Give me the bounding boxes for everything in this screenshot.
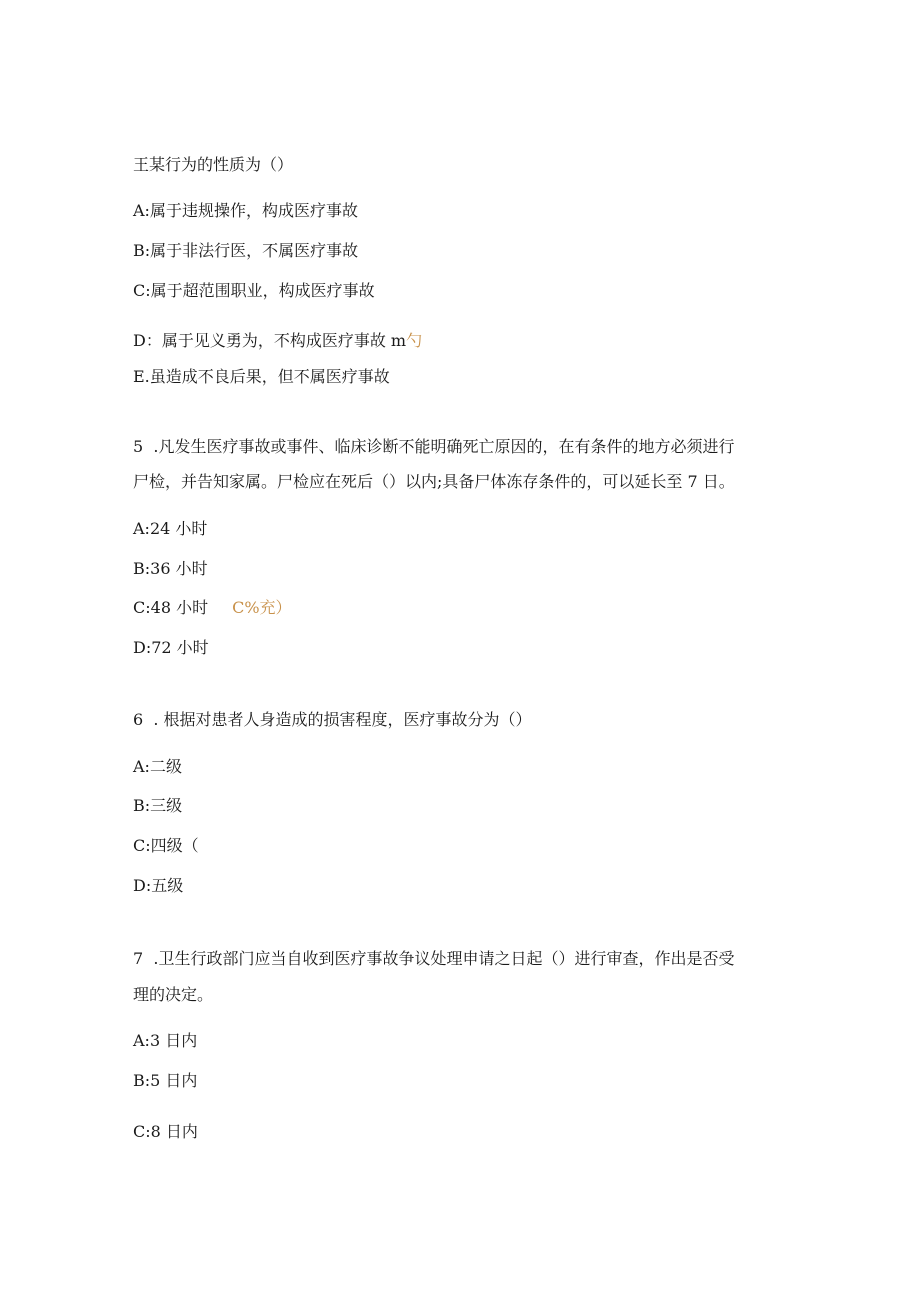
question-4-stem: 王某行为的性质为（） xyxy=(133,155,294,174)
question-4-option-d-row xyxy=(133,331,422,351)
question-6-stem: 6 . 根据对患者人身造成的损害程度，医疗事故分为（） xyxy=(133,710,532,729)
question-6-option-d: D:五级 xyxy=(133,876,184,895)
question-6-option-a: A:二级 xyxy=(133,757,182,776)
question-5-option-d: D:72 小时 xyxy=(133,638,209,657)
question-6-option-c: C:四级（ xyxy=(133,836,199,855)
question-5-option-b: B:36 小时 xyxy=(133,559,208,578)
question-5-option-c: C:48 小时 xyxy=(133,598,209,617)
question-4-option-e: E.虽造成不良后果，但不属医疗事故 xyxy=(133,367,390,386)
question-4-option-c: C:属于超范围职业，构成医疗事故 xyxy=(133,281,375,300)
question-5-stem-line-1: 5 .凡发生医疗事故或事件、临床诊断不能明确死亡原因的，在有条件的地方必须进行 xyxy=(133,437,735,456)
question-7-stem-line-2: 理的决定。 xyxy=(133,985,214,1004)
question-4-option-d: D：属于见义勇为，不构成医疗事故 m xyxy=(133,331,407,350)
question-5-stem-line-2: 尸检，并告知家属。尸检应在死后（）以内;具备尸体冻存条件的，可以延长至 7 日。 xyxy=(133,472,735,491)
question-4-option-a: A:属于违规操作，构成医疗事故 xyxy=(133,201,358,220)
question-7-option-b: B:5 日内 xyxy=(133,1071,198,1090)
question-4-handwritten-note: 勺 xyxy=(406,331,423,350)
question-6-option-b: B:三级 xyxy=(133,796,183,815)
question-7-option-c: C:8 日内 xyxy=(133,1122,198,1141)
question-4-option-b: B:属于非法行医，不属医疗事故 xyxy=(133,241,359,260)
question-7-option-a: A:3 日内 xyxy=(133,1031,198,1050)
question-7-stem-line-1: 7 .卫生行政部门应当自收到医疗事故争议处理申请之日起（）进行审查，作出是否受 xyxy=(133,949,735,968)
question-5-option-a: A:24 小时 xyxy=(133,519,208,538)
question-5-handwritten-note: C%充） xyxy=(232,598,292,617)
question-5-option-c-row xyxy=(133,598,292,618)
